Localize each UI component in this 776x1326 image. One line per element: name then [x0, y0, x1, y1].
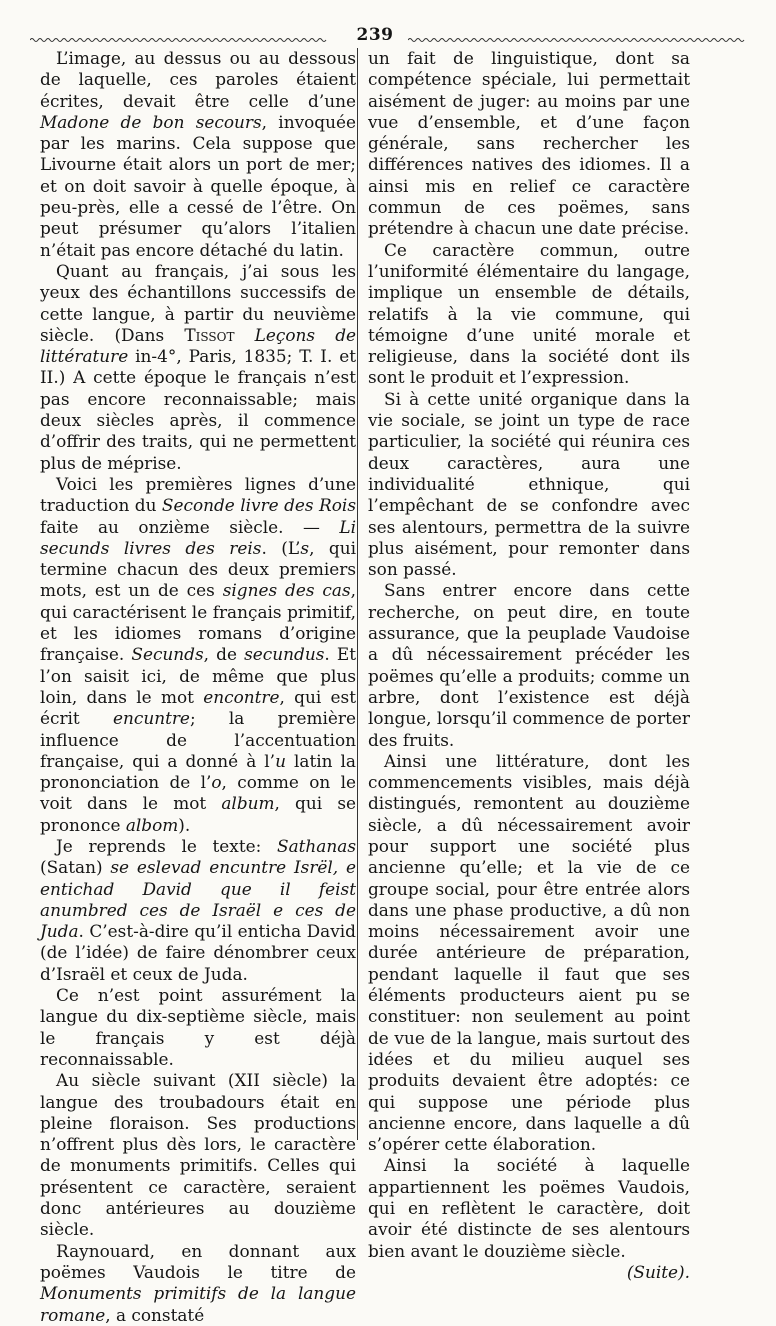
italic-text: Li secunds livres des reis [40, 516, 356, 558]
italic-text: album [221, 793, 275, 814]
text-run: . C’est-à-dire qu’il enticha David (de l’idée) de faire dénombrer ceux d’Israël et ceux de Juda. [40, 921, 356, 984]
italic-text: secundus [244, 644, 325, 665]
text-run: , invoquée par les marins. Cela suppose que Livourne était alors un port de mer; et on doit savoir à quelle époque, à peu-près, elle a cessé de l’être. On peut présumer qu’alors l’italien n’était pas encore détaché du latin. [40, 111, 356, 260]
text-run: L’image, au dessus ou au dessous de laquelle, ces paroles étaient écrites, devait être celle d’une [40, 48, 356, 111]
text-run: ). [178, 814, 191, 835]
italic-text: Monuments primitifs de la langue romane [40, 1283, 356, 1325]
text-run: un fait de linguistique, dont sa compétence spéciale, lui permettait aisément de juger: au moins par une vue d’ensemble, et d’une façon générale, sans rechercher les différences natives des idiomes. Il a ainsi mis en relief ce caractère commun de ces poëmes, sans prétendre à chacun une date précise. [368, 48, 690, 239]
text-run: Tissot [184, 324, 235, 345]
italic-text: Leçons de littérature [40, 324, 356, 367]
text-run: Raynouard, en donnant aux poëmes Vaudois le titre de [40, 1240, 356, 1282]
text-run: , qui se prononce [40, 793, 356, 835]
text-run: in-4°, Paris, 1835; T. I. et II.) A cette époque le français n’est pas encore reconnaissable; mais deux siècles après, il commence d’offrir des traits, qui ne permettent plus de méprise. [40, 346, 356, 473]
text-run: (Satan) [40, 857, 111, 878]
text-run: Si à cette unité organique dans la vie sociale, se joint un type de race particulier, la société qui réunira ces deux caractères, aura une individualité ethnique, qui l’empêchant de se confondre avec ses alentours, permettra de la suivre plus aisément, pour remonter dans son passé. [368, 388, 690, 580]
paragraph [368, 389, 690, 581]
paragraph [40, 836, 356, 985]
text-run: , a constaté [105, 1304, 205, 1325]
paragraph [368, 751, 690, 1156]
text-run: Ainsi la société à laquelle appartiennent les poëmes Vaudois, qui en reflètent le caractère, doit avoir été distincte de ses alentours bien avant le douzième siècle. [368, 1155, 690, 1261]
wavy-rule-left [30, 37, 328, 43]
paragraph [40, 985, 356, 1070]
paragraph [368, 240, 690, 389]
text-run: Je reprends le texte: [56, 835, 277, 856]
paragraph [368, 1155, 690, 1282]
italic-text: encontre [203, 686, 280, 707]
continued-marker: (Suite). [626, 1261, 690, 1282]
paragraph [40, 1241, 356, 1326]
page-number: 239 [356, 25, 394, 45]
italic-text: signes des cas [222, 580, 351, 601]
text-run: , de [203, 644, 245, 665]
text-run [234, 325, 254, 345]
text-run: Quant au français, j’ai sous les yeux des échantillons successifs de cette langue, à partir du neuvième siècle. (Dans [40, 260, 356, 345]
paragraph [40, 48, 356, 261]
text-run: , qui termine chacun des deux premiers mots, est un de ces [40, 537, 356, 601]
text-run: Ce caractère commun, outre l’uniformité élémentaire du langage, implique un ensemble de détails, relatifs à la vie commune, qui témoigne d’une unité morale et religieuse, dans la société dont ils sont le produit et l’expression. [368, 239, 690, 388]
italic-text: Madone de bon secours [40, 111, 262, 132]
text-run: Ce n’est point assurément la langue du dix-septième siècle, mais le français y est déjà reconnaissable. [40, 985, 356, 1069]
paragraph [40, 474, 356, 836]
left-column [40, 48, 356, 1326]
text-run: Voici les premières lignes d’une traduction du [40, 473, 356, 516]
text-run: , qui est écrit [40, 686, 357, 729]
italic-text: s [300, 537, 310, 558]
text-run: Ainsi une littérature, dont les commencements visibles, mais déjà distingués, remontent au douzième siècle, a dû nécessairement avoir pour support une société plus ancienne qu’elle; et la vie de ce groupe social, pour être entrée alors dans une phase productive, a dû non moins nécessairement avoir une durée antérieure de préparation, pendant laquelle il faut que ses éléments producteurs aient pu se constituer: non seulement au point de vue de la langue, mais surtout des idées et du milieu auquel ses produits devaient être adoptés: ce qui suppose une période plus ancienne encore, dans laquelle a dû s’opérer cette élaboration. [368, 750, 690, 1155]
paragraph [40, 1070, 356, 1240]
paragraph [368, 580, 690, 750]
text-run: Sans entrer encore dans cette recherche, on peut dire, en toute assurance, que la peuplade Vaudoise a dû nécessairement précéder les poëmes qu’elle a produits; comme un arbre, dont l’existence est déjà longue, lorsqu’il commence de porter des fruits. [368, 580, 690, 750]
italic-text: o [211, 772, 222, 793]
text-run: . Et l’on saisit ici, de même que plus loin, dans le mot [40, 644, 357, 707]
italic-text: encuntre [112, 708, 190, 729]
text-run: Au siècle suivant (XII siècle) la langue des troubadours était en pleine floraison. Ses productions n’offrent plus dès lors, le caractère de monuments primitifs. Celles qui présentent ce caractère, seraient donc antérieures au douzième siècle. [40, 1070, 356, 1240]
right-column [368, 48, 690, 1283]
text-run: ; la première influence de l’accentuation française, qui a donné à l’ [40, 708, 356, 771]
text-run: latin la prononciation de l’ [40, 750, 356, 793]
text-run: . (L’ [261, 537, 301, 558]
italic-text: se eslevad encuntre Isrël, e entichad David que il feist anumbred ces de Israël e ces de Juda [40, 857, 356, 942]
column-divider [357, 48, 358, 1140]
paragraph [368, 48, 690, 240]
text-run: , comme on le voit dans le mot [40, 772, 356, 814]
paragraph [40, 261, 356, 474]
wavy-rule-right [408, 37, 746, 43]
italic-text: Seconde livre des Rois [161, 495, 357, 516]
italic-text: albom [125, 814, 179, 835]
text-run: , qui caractérisent le français primitif, et les idiomes romans d’origine française. [40, 580, 356, 665]
italic-text: u [275, 750, 286, 771]
text-run: faite au onzième siècle. — [40, 516, 340, 537]
italic-text: Secunds [131, 644, 204, 665]
page-header [30, 27, 746, 49]
italic-text: Sathanas [277, 835, 356, 856]
